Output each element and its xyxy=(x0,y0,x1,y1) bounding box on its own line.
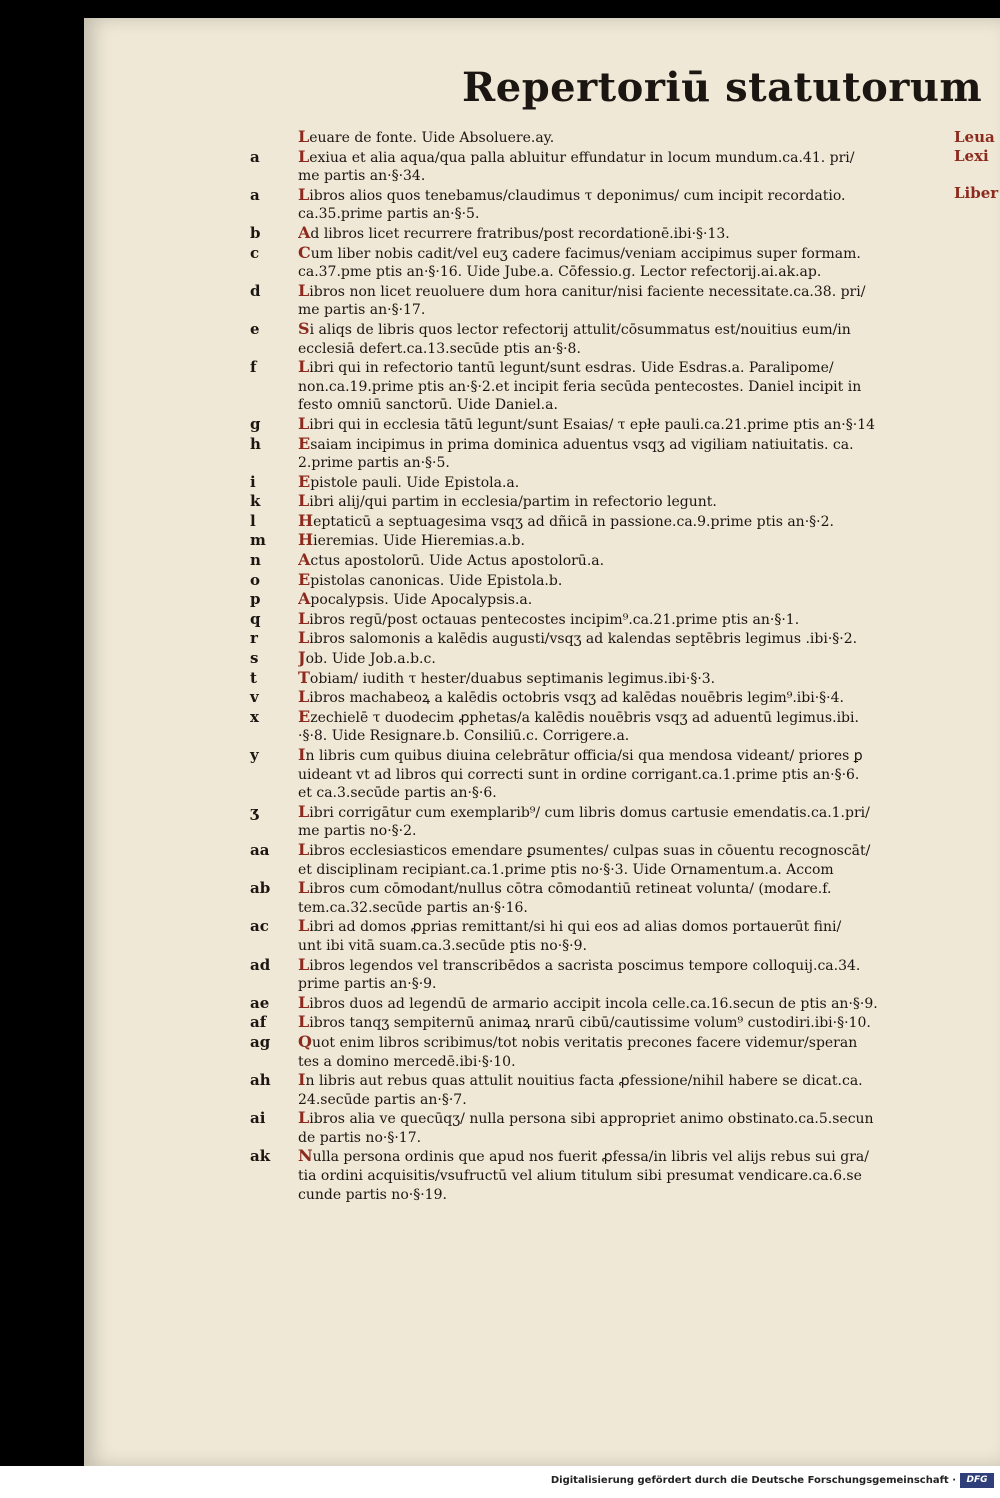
entry-marker: y xyxy=(250,746,259,764)
entry-line: 2.prime partis an·§·5. xyxy=(298,455,450,472)
index-entry xyxy=(250,186,950,224)
rubricated-initial: L xyxy=(298,281,310,300)
entry-line: In libris cum quibus diuina celebrātur officia/si qua mendosa videant/ priores ꝑ xyxy=(298,746,863,764)
entry-marker: ʒ xyxy=(250,802,259,821)
index-entry xyxy=(250,688,950,708)
entry-line: Libros non licet reuoluere dum hora canitur/nisi faciente necessitate.ca.38. pri/ xyxy=(298,281,866,300)
entry-marker: ai xyxy=(250,1109,266,1128)
entry-line: Libros salomonis a kalēdis augusti/vsqʒ ad kalendas septēbris legimus .ibi·§·2. xyxy=(298,629,858,648)
index-entry xyxy=(250,224,950,244)
rubricated-initial: L xyxy=(298,128,310,146)
rubricated-initial: J xyxy=(298,649,306,668)
index-entry xyxy=(250,746,950,803)
entry-line: tia ordini acquisitis/vsufructū vel alium titulum sibi presumat vendicare.ca.6.se xyxy=(298,1168,862,1185)
rubricated-initial: N xyxy=(298,1147,313,1166)
rubricated-initial: E xyxy=(298,570,311,589)
rubricated-initial: I xyxy=(298,746,306,764)
entry-line: prime partis an·§·9. xyxy=(298,976,437,993)
page-title: Repertoriū statutorum xyxy=(462,64,983,111)
rubricated-initial: L xyxy=(298,688,310,707)
entry-line: Libros regū/post octauas pentecostes incipim⁹.ca.21.prime ptis an·§·1. xyxy=(298,609,800,628)
rubricated-initial: L xyxy=(298,917,310,936)
entry-marker: s xyxy=(250,649,259,668)
entry-line: 24.secūde partis an·§·7. xyxy=(298,1091,467,1108)
rubricated-initial: E xyxy=(298,707,311,726)
index-entry xyxy=(250,994,950,1014)
entry-line: Quot enim libros scribimus/tot nobis veritatis precones facere videmur/speran xyxy=(298,1032,858,1051)
entry-line: me partis an·§·17. xyxy=(298,302,426,319)
index-entry xyxy=(250,282,950,320)
entry-line: uideant vt ad libros qui correcti sunt in ordine corrigant.ca.1.prime ptis an·§·6. xyxy=(298,766,860,783)
index-entry xyxy=(250,473,950,493)
entry-marker: o xyxy=(250,570,261,589)
index-entry xyxy=(250,415,950,435)
entry-marker: p xyxy=(250,590,261,609)
entry-line: festo omniū sanctorū. Uide Daniel.a. xyxy=(298,397,558,414)
entry-marker: r xyxy=(250,629,258,648)
index-entry xyxy=(250,512,950,532)
rubricated-initial: L xyxy=(298,1109,310,1128)
index-entry xyxy=(250,320,950,358)
entry-line: Libros legendos vel transcribēdos a sacrista poscimus tempore colloquij.ca.34. xyxy=(298,955,861,974)
rubricated-initial: L xyxy=(298,629,310,648)
entry-marker: d xyxy=(250,281,261,300)
index-entry xyxy=(250,1071,950,1109)
entry-line: Leuare de fonte. Uide Absoluere.ay. xyxy=(298,128,555,146)
rubricated-initial: A xyxy=(298,590,311,609)
entry-line: Epistolas canonicas. Uide Epistola.b. xyxy=(298,570,563,589)
index-entry xyxy=(250,571,950,591)
edge-word: Leua xyxy=(954,128,995,146)
entry-marker: aa xyxy=(250,840,270,859)
dfg-logo: DFG xyxy=(960,1473,994,1488)
index-entry xyxy=(250,610,950,630)
rubricated-initial: L xyxy=(298,802,310,821)
entry-marker: ae xyxy=(250,993,270,1012)
entry-line: Actus apostolorū. Uide Actus apostolorū.a. xyxy=(298,551,605,570)
entry-line: Cum liber nobis cadit/vel euʒ cadere facimus/veniam accipimus super formam. xyxy=(298,243,861,262)
entry-marker: i xyxy=(250,472,256,491)
entry-marker: ag xyxy=(250,1032,271,1051)
index-entry xyxy=(250,244,950,282)
entry-marker: af xyxy=(250,1013,267,1032)
entry-line: Ad libros licet recurrere fratribus/post recordationē.ibi·§·13. xyxy=(298,223,730,242)
entry-marker: ak xyxy=(250,1147,271,1166)
index-entry xyxy=(250,956,950,994)
entry-line: Libros ecclesiasticos emendare ꝑsumentes/ culpas suas in cōuentu recognoscāt/ xyxy=(298,840,871,859)
entry-line: et ca.3.secūde partis an·§·6. xyxy=(298,785,497,802)
entry-marker: ah xyxy=(250,1071,271,1090)
entry-line: Hieremias. Uide Hieremias.a.b. xyxy=(298,531,525,550)
rubricated-initial: L xyxy=(298,993,310,1012)
index-entry xyxy=(250,590,950,610)
rubricated-initial: L xyxy=(298,358,310,377)
entry-line: Tobiam/ iudith τ hester/duabus septimanis legimus.ibi·§·3. xyxy=(298,668,716,687)
entry-marker: h xyxy=(250,434,261,453)
index-entry xyxy=(250,358,950,415)
rubricated-initial: A xyxy=(298,551,311,570)
rubricated-initial: S xyxy=(298,319,310,338)
rubricated-initial: T xyxy=(298,668,310,687)
entry-line: Lexiua et alia aqua/qua palla abluitur effundatur in locum mundum.ca.41. pri/ xyxy=(298,147,855,166)
entry-marker: n xyxy=(250,551,261,570)
rubricated-initial: Q xyxy=(298,1032,312,1051)
index-entry xyxy=(250,803,950,841)
entry-marker: f xyxy=(250,358,257,377)
entry-line: Libros duos ad legendū de armario accipit incola celle.ca.16.secun de ptis an·§·9. xyxy=(298,993,878,1012)
entry-line: Esaiam incipimus in prima dominica aduentus vsqʒ ad vigiliam natiuitatis. ca. xyxy=(298,434,854,453)
rubricated-initial: L xyxy=(298,609,310,628)
entry-marker: x xyxy=(250,707,259,726)
rubricated-initial: L xyxy=(298,879,310,898)
entry-marker: k xyxy=(250,492,261,511)
entry-line: tem.ca.32.secūde partis an·§·16. xyxy=(298,899,528,916)
entry-marker: q xyxy=(250,609,261,628)
entry-marker: b xyxy=(250,223,261,242)
entry-line: In libris aut rebus quas attulit nouitius facta ꝓfessione/nihil habere se dicat.ca. xyxy=(298,1071,863,1090)
index-entry xyxy=(250,917,950,955)
entry-line: ca.37.pme ptis an·§·16. Uide Jube.a. Cōfessio.g. Lector refectorij.ai.ak.ap. xyxy=(298,264,822,281)
index-entry xyxy=(250,492,950,512)
entry-line: de partis no·§·17. xyxy=(298,1129,422,1146)
index-entry xyxy=(250,1033,950,1071)
entry-line: Libros cum cōmodant/nullus cōtra cōmodantiū retineat volunta/ (modare.f. xyxy=(298,879,832,898)
entry-marker: a xyxy=(250,147,260,166)
entry-marker: v xyxy=(250,688,259,707)
rubricated-initial: C xyxy=(298,243,311,262)
rubricated-initial: L xyxy=(298,414,310,433)
index-entries xyxy=(250,128,950,1204)
entry-marker: c xyxy=(250,243,260,262)
index-entry xyxy=(250,128,950,148)
entry-marker: ad xyxy=(250,955,271,974)
index-entry xyxy=(250,531,950,551)
entry-line: Epistole pauli. Uide Epistola.a. xyxy=(298,472,520,491)
entry-line: Libri ad domos ꝓprias remittant/si hi qui eos ad alias domos portauerūt fini/ xyxy=(298,917,842,936)
entry-line: tes a domino mercedē.ibi·§·10. xyxy=(298,1053,516,1070)
index-entry xyxy=(250,649,950,669)
rubricated-initial: L xyxy=(298,147,310,166)
rubricated-initial: A xyxy=(298,223,311,242)
entry-line: cunde partis no·§·19. xyxy=(298,1186,447,1203)
entry-marker: t xyxy=(250,668,257,687)
index-entry xyxy=(250,1109,950,1147)
entry-line: Libros machabeoꝝ a kalēdis octobris vsqʒ ad kalēdas nouēbris legim⁹.ibi·§·4. xyxy=(298,688,844,707)
rubricated-initial: L xyxy=(298,1013,310,1032)
rubricated-initial: E xyxy=(298,434,311,453)
entry-line: Libri corrigātur cum exemplarib⁹/ cum libris domus cartusie emendatis.ca.1.pri/ xyxy=(298,802,870,821)
entry-line: Libros alia ve quecūqʒ/ nulla persona sibi appropriet animo obstinato.ca.5.secun xyxy=(298,1109,874,1128)
index-entry xyxy=(250,435,950,473)
index-entry xyxy=(250,708,950,746)
entry-line: Ezechielē τ duodecim ꝓphetas/a kalēdis nouēbris vsqʒ ad aduentū legimus.ibi. xyxy=(298,707,859,726)
entry-marker: g xyxy=(250,414,261,433)
rubricated-initial: E xyxy=(298,472,311,491)
index-entry xyxy=(250,669,950,689)
entry-line: Libri alij/qui partim in ecclesia/partim in refectorio legunt. xyxy=(298,492,717,511)
entry-line: ·§·8. Uide Resignare.b. Consiliū.c. Corrigere.a. xyxy=(298,728,630,745)
rubricated-initial: L xyxy=(298,492,310,511)
index-entry xyxy=(250,841,950,879)
entry-line: Nulla persona ordinis que apud nos fuerit ꝓfessa/in libris vel alijs rebus sui gra/ xyxy=(298,1147,869,1166)
rubricated-initial: H xyxy=(298,531,314,550)
entry-line: non.ca.19.prime ptis an·§·2.et incipit feria secūda pentecostes. Daniel incipit in xyxy=(298,378,862,395)
entry-line: Apocalypsis. Uide Apocalypsis.a. xyxy=(298,590,533,609)
entry-marker: ac xyxy=(250,917,269,936)
index-entry xyxy=(250,551,950,571)
entry-marker: m xyxy=(250,531,266,550)
entry-marker: l xyxy=(250,511,256,530)
index-entry xyxy=(250,1013,950,1033)
entry-line: Job. Uide Job.a.b.c. xyxy=(298,649,436,668)
entry-line: Libros alios quos tenebamus/claudimus τ deponimus/ cum incipit recordatio. xyxy=(298,185,846,204)
index-entry xyxy=(250,629,950,649)
entry-line: me partis an·§·34. xyxy=(298,168,426,185)
entry-line: Libros tanqʒ sempiternū animaꝝ nrarū cibū/cautissime volum⁹ custodiri.ibi·§·10. xyxy=(298,1013,871,1032)
funding-credit: Digitalisierung gefördert durch die Deutsche Forschungsgemeinschaft · xyxy=(550,1475,956,1486)
adjacent-page-edge xyxy=(954,128,1000,202)
rubricated-initial: I xyxy=(298,1071,306,1090)
entry-line: Libri qui in ecclesia tātū legunt/sunt Esaias/ τ epłe pauli.ca.21.prime ptis an·§·14 xyxy=(298,414,876,433)
entry-line: me partis no·§·2. xyxy=(298,823,417,840)
entry-line: Libri qui in refectorio tantū legunt/sunt esdras. Uide Esdras.a. Paralipome/ xyxy=(298,358,834,377)
entry-line: ca.35.prime partis an·§·5. xyxy=(298,206,480,223)
rubricated-initial: L xyxy=(298,840,310,859)
index-entry xyxy=(250,879,950,917)
index-entry xyxy=(250,1147,950,1204)
entry-marker: e xyxy=(250,319,260,338)
edge-word: Lexi xyxy=(954,146,989,165)
rubricated-initial: L xyxy=(298,185,310,204)
entry-line: Si aliqs de libris quos lector refectorij attulit/cōsummatus est/nouitius eum/in xyxy=(298,319,851,338)
entry-line: unt ibi vitā suam.ca.3.secūde ptis no·§·9. xyxy=(298,937,587,954)
edge-word: Liber xyxy=(954,183,999,202)
entry-line: et disciplinam recipiant.ca.1.prime ptis no·§·3. Uide Ornamentum.a. Accom xyxy=(298,861,834,878)
entry-marker: ab xyxy=(250,879,271,898)
rubricated-initial: L xyxy=(298,955,310,974)
entry-line: Heptaticū a septuagesima vsqʒ ad dñicā in passione.ca.9.prime ptis an·§·2. xyxy=(298,511,834,530)
rubricated-initial: H xyxy=(298,511,314,530)
entry-marker: a xyxy=(250,185,260,204)
entry-line: ecclesiā defert.ca.13.secūde ptis an·§·8. xyxy=(298,340,581,357)
index-entry xyxy=(250,148,950,186)
